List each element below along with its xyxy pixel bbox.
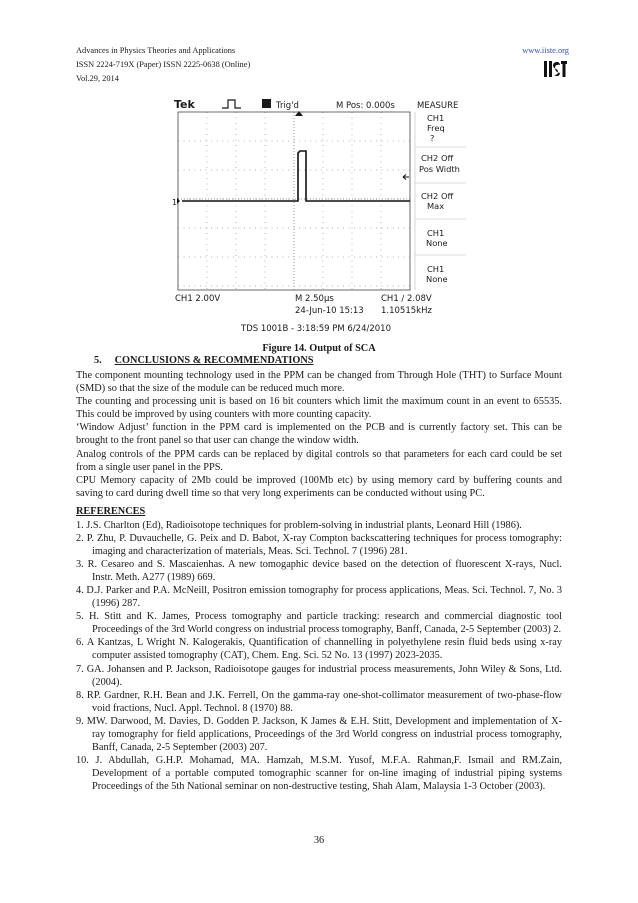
paragraph: Analog controls of the PPM cards can be replaced by digital controls so that parameters for each card could be set from a single user panel in the PPS. bbox=[76, 448, 562, 473]
section-heading bbox=[94, 355, 314, 366]
menu-item-3-line2[interactable]: Max bbox=[427, 201, 445, 211]
journal-volume: Vol.29, 2014 bbox=[76, 74, 119, 83]
references-heading: REFERENCES bbox=[76, 506, 146, 517]
references-list bbox=[76, 519, 562, 793]
menu-item-4-line2[interactable]: None bbox=[426, 238, 448, 248]
reference-item: 10. J. Abdullah, G.H.P. Mohamad, MA. Hamzah, M.S.M. Yusof, M.F.A. Rahman,F. Ismail and RM.Zain, Development of a portable computed tomographic scanner for on-line imaging of industrial piping systems Proceedings of the 5th National seminar on non-destructive testing, Shah Alam, Malaysia 1-3 October (2003). bbox=[76, 754, 562, 792]
section-title: CONCLUSIONS & RECOMMENDATIONS bbox=[114, 355, 314, 366]
menu-item-1-line1[interactable]: CH1 bbox=[427, 113, 445, 123]
trigger-readout: CH1 ∕ 2.08V bbox=[381, 294, 432, 304]
ch1-scale: CH1 2.00V bbox=[175, 294, 221, 304]
oscilloscope-figure bbox=[170, 95, 468, 339]
timebase: M 2.50µs bbox=[295, 294, 334, 304]
reference-item: 5. H. Stitt and K. James, Process tomography and particle tracking: research and commercial diagnostic tool Proceedings of the 3rd World congress on industrial process tomography, Banff, Canada, 2-5 September (2003) 2. bbox=[76, 611, 562, 636]
reference-item: 1. J.S. Charlton (Ed), Radioisotope techniques for problem-solving in industrial plants, Leonard Hill (1986). bbox=[76, 520, 522, 531]
scope-brand: Tek bbox=[174, 98, 195, 111]
m-pos: M Pos: 0.000s bbox=[336, 101, 395, 111]
reference-item: 6. A Kantzas, L Wright N. Kalogerakis, Quantification of channelling in polyethylene resin fluid beds using x-ray computer assisted tomography (CAT), Chem. Eng. Sci. 52 No. 13 (1997) 2023-2035. bbox=[76, 637, 562, 662]
page-number: 36 bbox=[313, 835, 325, 846]
journal-url[interactable]: www.iiste.org bbox=[522, 46, 569, 55]
menu-item-3-line1[interactable]: CH2 Off bbox=[421, 191, 454, 201]
iiste-logo bbox=[542, 58, 568, 80]
menu-item-4-line1[interactable]: CH1 bbox=[427, 228, 445, 238]
menu-item-2-line1[interactable]: CH2 Off bbox=[421, 153, 454, 163]
paragraph: ‘Window Adjust’ function in the PPM card is implemented on the PCB and is currently factory set. This can be brought to the front panel so that user can change the window width. bbox=[76, 422, 562, 447]
reference-item: 9. MW. Darwood, M. Davies, D. Godden P. Jackson, K James & E.H. Stitt, Development and implementation of X-ray tomography for field applications, Proceedings of the 3rd World congress on industrial process tomography, Banff, Canada, 2-5 September (2003) 207. bbox=[76, 715, 562, 753]
menu-item-1-line3[interactable]: ? bbox=[430, 133, 435, 143]
menu-title: MEASURE bbox=[417, 101, 459, 111]
channel-marker: 1 bbox=[172, 198, 178, 207]
paragraph: The counting and processing unit is based on 16 bit counters which limit the maximum count in an event to 65535. This could be improved by using counters with more counting capacity. bbox=[76, 396, 562, 421]
reference-item: 8. RP. Gardner, R.H. Bean and J.K. Ferrell, On the gamma-ray one-shot-collimator measurement of two-phase-flow void fractions, Nucl. Appl. Technol. 8 (1970) 88. bbox=[76, 689, 562, 714]
menu-item-5-line2[interactable]: None bbox=[426, 274, 448, 284]
trig-status: Trig'd bbox=[276, 101, 299, 111]
scope-footer: TDS 1001B - 3:18:59 PM 6/24/2010 bbox=[241, 324, 391, 334]
journal-issn: ISSN 2224-719X (Paper) ISSN 2225-0638 (Online) bbox=[76, 60, 251, 69]
paragraph: CPU Memory capacity of 2Mb could be improved (100Mb etc) by using memory card by buffering counts and saving to card during dwell time so that very long experiments can be conducted without using PC. bbox=[76, 474, 562, 499]
reference-item: 7. GA. Johansen and P. Jackson, Radioisotope gauges for industrial process measurements, John Wiley & Sons, Ltd. (2004). bbox=[76, 663, 562, 688]
stop-icon bbox=[262, 99, 271, 108]
scope-date: 24-Jun-10 15:13 bbox=[295, 306, 364, 316]
menu-item-2-line2[interactable]: Pos Width bbox=[419, 164, 460, 174]
scope-frequency: 1.10515kHz bbox=[381, 306, 432, 316]
section-number: 5. bbox=[94, 355, 102, 366]
paragraph: The component mounting technology used in the PPM can be changed from Through Hole (THT) to Surface Mount (SMD) so that the size of the module can be reduced much more. bbox=[76, 370, 562, 395]
menu-item-5-line1[interactable]: CH1 bbox=[427, 264, 445, 274]
journal-title: Advances in Physics Theories and Applications bbox=[76, 46, 236, 55]
reference-item: 4. D.J. Parker and P.A. McNeill, Positron emission tomography for process applications, Meas. Sci. Technol. 7, No. 3 (1996) 287. bbox=[76, 585, 562, 610]
reference-item: 3. R. Cesareo and S. Mascaienhas. A new tomogaphic device based on the detection of fluorescent X-rays, Nucl. Instr. Meth. A277 (1989) 669. bbox=[76, 559, 562, 584]
reference-item: 2. P. Zhu, P. Duvauchelle, G. Peix and D. Babot, X-ray Compton backscattering techniques for process tomography: imaging and characterization of materials, Meas. Sci. Technol. 7 (1996) 281. bbox=[76, 533, 562, 558]
conclusions-body bbox=[76, 369, 562, 500]
menu-item-1-line2[interactable]: Freq bbox=[427, 123, 445, 133]
figure-caption: Figure 14. Output of SCA bbox=[262, 343, 376, 354]
